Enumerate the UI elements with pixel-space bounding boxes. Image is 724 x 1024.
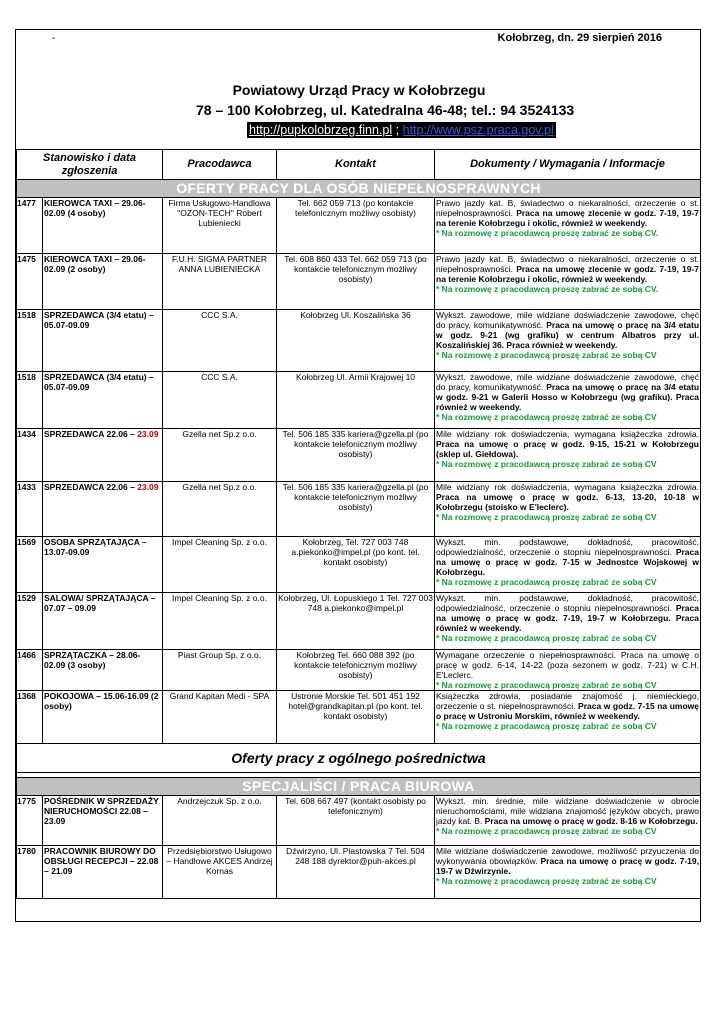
cv-note: * Na rozmowę z pracodawcą proszę zabrać ze sobą CV [436,459,657,470]
table-row [17,650,701,691]
offer-contact: Kołobrzeg Ul. Armii Krajowej 10 [277,372,435,429]
table-row [17,691,701,744]
offer-contact: Kołobrzeg Tel. 660 088 392 (po kontakcie telefonicznym możliwy osobisty) [277,650,435,691]
offer-contact: Kołobrzeg, Ul. Łopuskiego 1 Tel. 727 003 748 a.piekonko@impel.pl [277,593,435,650]
offer-position: SPRZĄTACZKA – 28.06-02.09 (3 osoby) [43,650,163,691]
offer-contact: Tel. 608 860 433 Tel. 662 059 713 (po kontakcie telefonicznym możliwy osobisty) [277,254,435,310]
offer-employer: Gzella net Sp.z o.o. [163,429,277,482]
offer-employer: CCC S.A. [163,310,277,372]
offer-employer: Andrzejczuk Sp. z o.o. [163,796,277,846]
cv-note: * Na rozmowę z pracodawcą proszę zabrać ze sobą CV [436,826,657,837]
offer-number: 1477 [17,198,43,254]
offer-requirements: Mile widziany rok doświadczenia, wymagana książeczka zdrowia. Praca na umowę o pracę w godz. 6-13, 13-20, 10-18 w Kołobrzegu (stoisko w E'leclerc). * Na rozmowę z pracodawcą proszę zabrać ze sobą CV [435,482,701,537]
document-page [15,29,701,922]
offer-contact: Tel. 506 185 335 kariera@gzella.pl (po kontakcie telefonicznym możliwy osobisty) [277,429,435,482]
offer-employer: Przedsiębiorstwo Usługowo – Handlowe AKCES Andrzej Kornas [163,846,277,899]
section-title-general: Oferty pracy z ogólnego pośrednictwa [17,744,701,773]
offer-requirements: Książeczka zdrowia, posiadanie znajomość j. niemieckiego, orzeczenie o st. niepełnosprawności. Praca w godz. 7-15 na umowę o pracę w Ustroniu Morskim, również w weekendy. * Na rozmowę z pracodawcą proszę zabrać ze sobą CV [435,691,701,744]
organization-name: Powiatowy Urząd Pracy w Kołobrzegu [232,82,486,98]
cv-note: * Na rozmowę z pracodawcą proszę zabrać ze sobą CV [436,577,657,588]
cv-note: * Na rozmowę z pracodawcą proszę zabrać ze sobą CV [436,512,657,523]
offer-requirements: Prawo jazdy kat. B, świadectwo o niekaralności, orzeczenie o st. niepełnosprawności. Praca na umowę zlecenie w godz. 7-19, 19-7 na terenie Kołobrzegu i okolic, również w weekendy. * Na rozmowę z pracodawcą proszę zabrać ze sobą CV. [435,198,701,254]
offer-employer: CCC S.A. [163,372,277,429]
offer-employer: Gzella net Sp.z o.o. [163,482,277,537]
table-row [17,593,701,650]
offer-requirements: Wymagane orzeczenie o niepełnosprawności. Praca na umowę o pracę w godz. 6-14, 14-22 (poza sezonem w godz. 7-21) w C.H. E'Leclerc. * Na rozmowę z pracodawcą proszę zabrać ze sobą CV [436,650,699,691]
offer-contact: Kołobrzeg Ul. Koszalińska 36 [277,310,435,372]
website-link-pup[interactable]: http://pupkolobrzeg.finn.pl [249,123,393,137]
offer-position: KIEROWCA TAXI – 29.06-02.09 (4 osoby) [43,198,163,254]
table-row [17,482,701,537]
offer-number: 1433 [17,482,43,537]
table-header-row [17,150,701,180]
url-bar [247,122,556,138]
offer-requirements: Wykszt. min. średnie, mile widziane doświadczenie w obrocie nieruchomościami, mile widziana znajomość języków obcych, prawo jazdy kat. B. Praca na umowę o pracę w godz. 8-16 w Kołobrzegu. * Na rozmowę z pracodawcą proszę zabrać ze sobą CV [435,796,701,846]
offer-number: 1368 [17,691,43,744]
offer-requirements: Wykszt. min. podstawowe, dokładność, pracowitość, odpowiedzialność, orzeczenie o stopniu niepełnosprawności. Praca na umowę o pracę w godz. 7-15 w Jednostce Wojskowej w Kołobrzegu. * Na rozmowę z pracodawcą proszę zabrać ze sobą CV [435,537,701,593]
job-offers-table [16,149,701,899]
offer-position: SPRZEDAWCA (3/4 etatu) – 05.07-09.09 [43,372,163,429]
offer-position: SPRZEDAWCA 22.06 – 23.09 [43,482,163,537]
offer-requirements: Wykszt. zawodowe, mile widziane doświadczenie zawodowe, chęć do pracy, komunikatywność. Praca na umowę o pracę na 3/4 etatu w godz. 9-21 (wg grafiku) w centrum Albatros przy ul. Koszalińskiej 36. Praca również w weekendy. * Na rozmowę z pracodawcą proszę zabrać ze sobą CV [435,310,701,372]
offer-contact: Tel. 608 667 497 (kontakt osobisty po telefonicznym) [277,796,435,846]
offer-position: KIEROWCA TAXI – 29.06-02.09 (2 osoby) [43,254,163,310]
organization-address: 78 – 100 Kołobrzeg, ul. Katedralna 46-48; tel.: 94 3524133 [196,102,575,118]
offer-employer: Impel Cleaning Sp. z o.o. [163,593,277,650]
table-row [17,846,701,899]
offer-number: 1518 [17,310,43,372]
offer-number: 1775 [17,796,43,846]
header-contact: Kontakt [277,150,435,180]
offer-position: SPRZEDAWCA (3/4 etatu) – 05.07-09.09 [43,310,163,372]
offer-number: 1475 [17,254,43,310]
offer-number: 1529 [17,593,43,650]
cv-note: * Na rozmowę z pracodawcą proszę zabrać ze sobą CV. [436,228,659,239]
offer-requirements: Wykszt. zawodowe, mile widziane doświadczenie zawodowe, chęć do pracy, komunikatywność. Praca na umowę o pracę na 3/4 etatu w godz. 9-21 w Galerii Hosso w Kołobrzegu (wg grafiku). Praca również w weekendy. * Na rozmowę z pracodawcą proszę zabrać ze sobą CV [435,372,701,429]
offer-position: POŚREDNIK W SPRZEDAŻY NIERUCHOMOŚCI 22.08 – 23.09 [43,796,163,846]
table-row [17,310,701,372]
cv-note: * Na rozmowę z pracodawcą proszę zabrać ze sobą CV [436,350,657,361]
website-link-psz[interactable]: http://www.psz.praca.gov.pl [402,123,554,137]
cv-note: * Na rozmowę z pracodawcą proszę zabrać ze sobą CV [436,876,657,887]
offer-number: 1434 [17,429,43,482]
offer-number: 1780 [17,846,43,899]
table-row [17,537,701,593]
offer-number: 1466 [17,650,43,691]
offer-requirements: Wykszt. min. podstawowe, dokładność, pracowitość, odpowiedzialność, orzeczenie o stopniu niepełnosprawności. Praca na umowę o pracę w godz. 7-19, 19-7 w Kołobrzegu. Praca również w weekendy. * Na rozmowę z pracodawcą proszę zabrać ze sobą CV [435,593,701,650]
offer-position: SALOWA/ SPRZĄTAJĄCA – 07.07 – 09.09 [43,593,163,650]
header-employer: Pracodawca [163,150,277,180]
header-requirements: Dokumenty / Wymagania / Informacje [435,150,701,180]
offer-number: 1569 [17,537,43,593]
offer-end-date: 23.09 [137,429,159,439]
offer-position: SPRZEDAWCA 22.06 – 23.09 [43,429,163,482]
offer-employer: Firma Usługowo-Handlowa "OZON-TECH" Robert Lubieniecki [163,198,277,254]
offer-position: POKOJOWA – 15.06-16.09 (2 osoby) [43,691,163,744]
table-row [17,372,701,429]
offer-position: OSOBA SPRZĄTAJĄCA – 13.07-09.09 [43,537,163,593]
header-dash: - [52,33,56,44]
cv-note: * Na rozmowę z pracodawcą proszę zabrać ze sobą CV [436,412,657,423]
offer-contact: Ustronie Morskie Tel. 501 451 192 hotel@grandkapitan.pl (po kont. tel. kontakt osobisty) [277,691,435,744]
offer-employer: Impel Cleaning Sp. z o.o. [163,537,277,593]
offer-employer: F.U.H. SIGMA PARTNER ANNA LUBIENIECKA [163,254,277,310]
offer-end-date: 23.09 [137,482,159,492]
offer-requirements: Prawo jazdy kat. B, świadectwo o niekaralności, orzeczenie o st. niepełnosprawności. Praca na umowę zlecenie w godz. 7-19, 19-7 na terenie Kołobrzegu i okolic, również w weekendy. * Na rozmowę z pracodawcą proszę zabrać ze sobą CV. [435,254,701,310]
offer-employer: Piast Group Sp. z o.o. [163,650,277,691]
document-date: Kołobrzeg, dn. 29 sierpień 2016 [497,32,662,44]
table-row [17,254,701,310]
offer-requirements: Mile widziane doświadczenie zawodowe, możliwość przyuczenia do wykonywania obowiązków. Praca na umowę o pracę w godz. 7-19, 19-7 w Dźwirzynie. * Na rozmowę z pracodawcą proszę zabrać ze sobą CV [435,846,701,899]
offer-contact: Tel. 662 059 713 (po kontakcie telefonicznym możliwy osobisty) [277,198,435,254]
offer-contact: Dźwirzyno, Ul. Piastowska 7 Tel. 504 248 188 dyrektor@puh-akces.pl [277,846,435,899]
band-specialists: SPECJALIŚCI / PRACA BIUROWA [17,778,701,796]
offer-number: 1518 [17,372,43,429]
header-position: Stanowisko i data zgłoszenia [17,150,163,180]
table-row [17,429,701,482]
offer-contact: Kołobrzeg, Tel. 727 003 748 a.piekonko@impel.pl (po kont. tel. kontakt osobisty) [277,537,435,593]
url-separator: ; [392,123,403,137]
offer-contact: Tel. 506 185 335 kariera@gzella.pl (po kontakcie telefonicznym możliwy osobisty) [277,482,435,537]
cv-note: * Na rozmowę z pracodawcą proszę zabrać ze sobą CV [436,633,657,644]
offer-employer: Grand Kapitan Medi - SPA [163,691,277,744]
cv-note: * Na rozmowę z pracodawcą proszę zabrać ze sobą CV [436,721,657,732]
offer-requirements: Mile widziany rok doświadczenia, wymagana książeczka zdrowia. Praca na umowę o pracę w godz. 9-15, 15-21 w Kołobrzegu (sklep ul. Giełdowa). * Na rozmowę z pracodawcą proszę zabrać ze sobą CV [435,429,701,482]
band-disabled-offers: OFERTY PRACY DLA OSÓB NIEPEŁNOSPRAWNYCH [17,180,701,198]
cv-note: * Na rozmowę z pracodawcą proszę zabrać ze sobą CV. [436,284,659,295]
cv-note: * Na rozmowę z pracodawcą proszę zabrać ze sobą CV [436,680,657,691]
table-row [17,796,701,846]
offer-position: PRACOWNIK BIUROWY DO OBSŁUGI RECEPCJI – 22.08 – 21.09 [43,846,163,899]
table-row [17,198,701,254]
